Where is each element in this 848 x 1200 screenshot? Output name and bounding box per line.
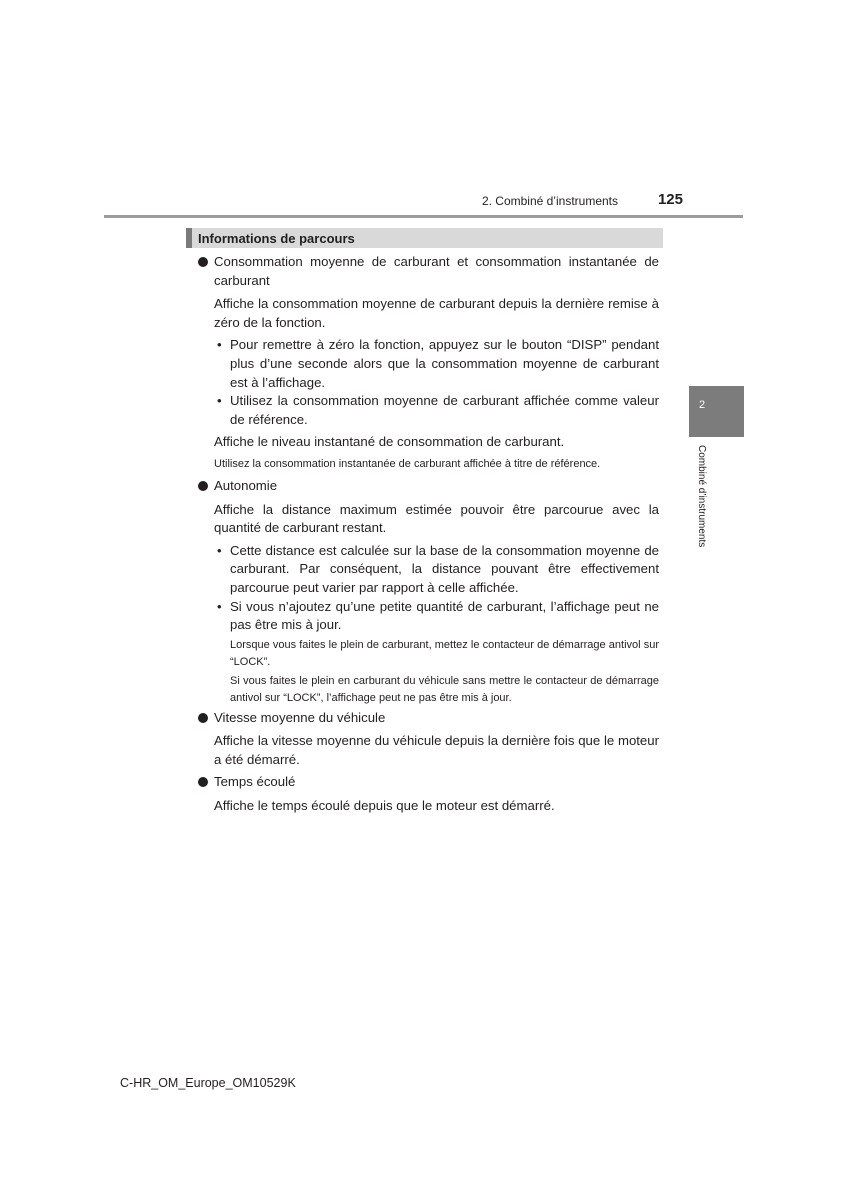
list-item: [196, 709, 659, 728]
header-divider: [104, 215, 743, 218]
item-title: Consommation moyenne de carburant et consommation instantanée de carburant: [214, 254, 659, 288]
list-item: [196, 773, 659, 792]
paragraph: Affiche la consommation moyenne de carburant depuis la dernière remise à zéro de la fonction.: [214, 296, 659, 330]
item-title: Temps écoulé: [214, 774, 296, 790]
chapter-tab-label: Combiné d’instruments: [696, 445, 707, 548]
sub-item: [217, 336, 659, 392]
paragraph: Affiche le temps écoulé depuis que le moteur est démarré.: [214, 798, 555, 814]
item-title: Autonomie: [214, 477, 278, 493]
paragraph: Affiche la distance maximum estimée pouvoir être parcourue avec la quantité de carburant restant.: [214, 501, 659, 536]
bullet-icon: [198, 713, 208, 723]
sub-item-text: Utilisez la consommation moyenne de carburant affichée comme valeur de référence.: [230, 393, 659, 427]
paragraph: Affiche la vitesse moyenne du véhicule depuis la dernière fois que le moteur a été démarré.: [214, 733, 659, 767]
sub-bullet-icon: •: [217, 542, 222, 558]
note: Utilisez la consommation instantanée de carburant affichée à titre de référence.: [214, 457, 601, 470]
sub-bullet-icon: •: [217, 598, 222, 614]
item-title: Vitesse moyenne du véhicule: [214, 709, 386, 725]
chapter-title: 2. Combiné d’instruments: [481, 194, 618, 208]
document-code: C-HR_OM_Europe_OM10529K: [120, 1076, 296, 1090]
sub-item: [217, 392, 659, 429]
section-header: [186, 228, 663, 248]
paragraph: Affiche le niveau instantané de consommation de carburant.: [214, 434, 565, 450]
chapter-tab: [689, 386, 744, 437]
list-item: [196, 253, 659, 290]
sub-note: Lorsque vous faites le plein de carburant, mettez le contacteur de démarrage antivol sur “LOCK”.: [230, 638, 659, 668]
sub-item-text: Si vous n’ajoutez qu’une petite quantité de carburant, l’affichage peut ne pas être mis à jour.: [230, 598, 659, 633]
bullet-icon: [198, 481, 208, 491]
sub-bullet-icon: •: [217, 337, 222, 353]
bullet-icon: [198, 257, 208, 267]
sub-item-text: Cette distance est calculée sur la base de la consommation moyenne de carburant. Par conséquent, la distance pouvant être effectivement parcourue peut varier par rapport à celle affichée.: [230, 542, 659, 595]
sub-item: [217, 598, 659, 635]
sub-note: Si vous faites le plein en carburant du véhicule sans mettre le contacteur de démarrage antivol sur “LOCK”, l’affichage peut ne pas être mis à jour.: [230, 674, 659, 704]
list-item: [196, 477, 659, 496]
chapter-tab-number: 2: [699, 399, 706, 411]
bullet-icon: [198, 777, 208, 787]
content-body: [196, 253, 659, 820]
sub-item: [217, 542, 659, 598]
sub-item-text: Pour remettre à zéro la fonction, appuyez sur le bouton “DISP” pendant plus d’une seconde alors que la consommation moyenne de carburant est à l’affichage.: [230, 337, 659, 390]
section-title: Informations de parcours: [198, 231, 355, 246]
sub-bullet-icon: •: [217, 393, 222, 409]
page-number: 125: [657, 191, 683, 208]
